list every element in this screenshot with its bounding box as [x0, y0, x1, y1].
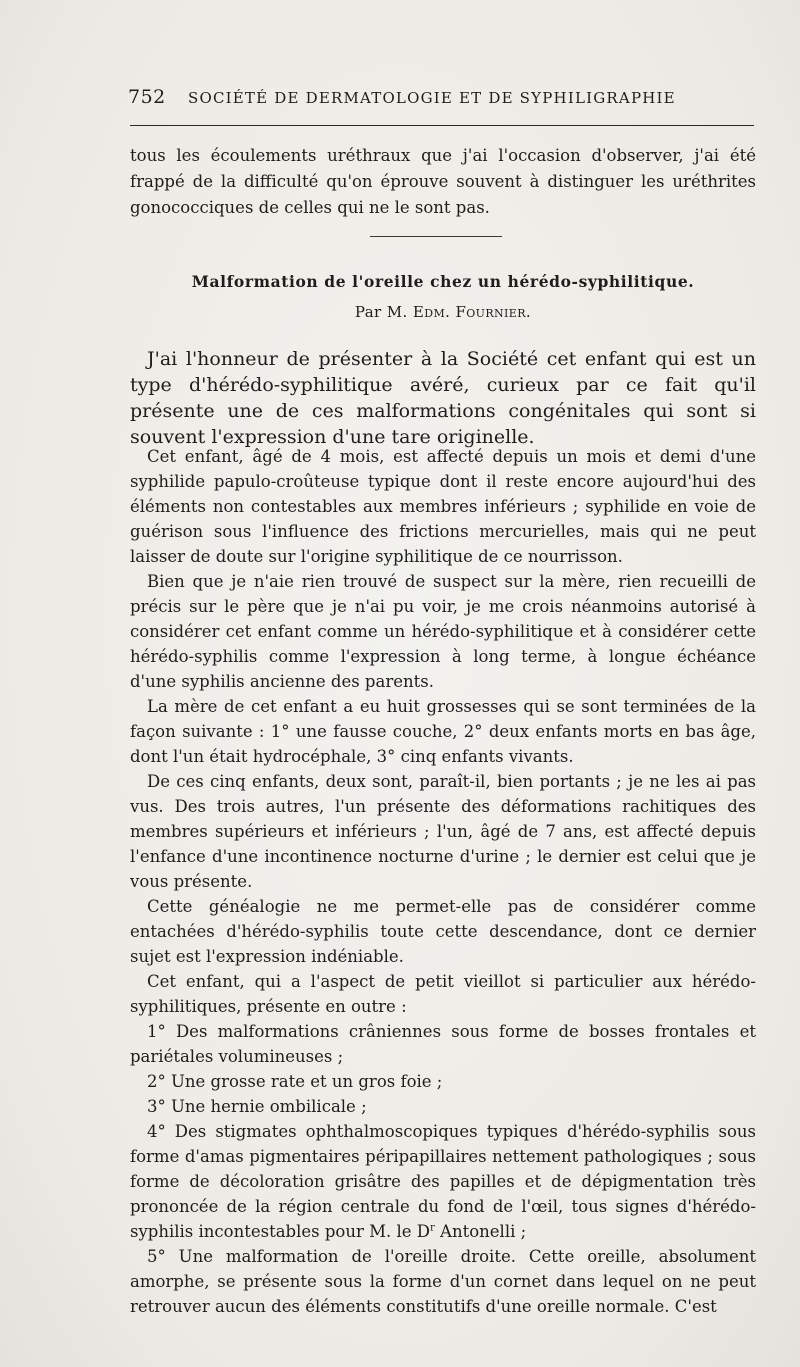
- list-item: 1° Des malformations crâniennes sous forme de bosses frontales et pariétales volumineuses ;: [130, 1022, 756, 1066]
- byline-prefix: Par M.: [354, 303, 408, 321]
- list-item: 5° Une malformation de l'oreille droite. Cette oreille, absolument amorphe, se présente sous la forme d'un cornet dans lequel on ne peut retrouver aucun des éléments constitutifs d'une oreille normale. C'est: [130, 1247, 756, 1316]
- page-number: 752: [128, 86, 166, 108]
- running-head: SOCIÉTÉ DE DERMATOLOGIE ET DE SYPHILIGRAPHIE: [188, 89, 676, 107]
- lead-paragraph: J'ai l'honneur de présenter à la Société cet enfant qui est un type d'hérédo-syphilitique avéré, curieux par ce fait qu'il présente une de ces malformations congénitales qui sont si souvent l'expression d'une tare originelle.: [130, 348, 756, 448]
- lead-paragraph-block: [130, 346, 756, 450]
- stigmates-text-end: Antonelli ;: [434, 1222, 527, 1241]
- paragraph: Bien que je n'aie rien trouvé de suspect sur la mère, rien recueilli de précis sur le père que je n'ai pu voir, je me crois néanmoins autorisé à considérer cet enfant comme un hérédo-syphilitique et à considérer cette hérédo-syphilis comme l'expression à long terme, à longue échéance d'une syphilis ancienne des parents.: [130, 572, 756, 691]
- article-body: [130, 444, 756, 1319]
- paragraph: Cette généalogie ne me permet-elle pas de considérer comme entachées d'hérédo-syphilis toute cette descendance, dont ce dernier sujet est l'expression indéniable.: [130, 897, 756, 966]
- paragraph: De ces cinq enfants, deux sont, paraît-il, bien portants ; je ne les ai pas vus. Des trois autres, l'un présente des déformations rachitiques des membres supérieurs et inférieurs ; l'un, âgé de 7 ans, est affecté depuis l'enfance d'une incontinence nocturne d'urine ; le dernier est celui que je vous présente.: [130, 772, 756, 891]
- superscript: r: [430, 1222, 435, 1234]
- article-title: Malformation de l'oreille chez un hérédo-syphilitique.: [191, 272, 695, 291]
- article-byline: [130, 303, 756, 321]
- byline-author: Edm. Fournier.: [412, 303, 532, 321]
- page-header: [128, 86, 754, 116]
- stigmates-text: 4° Des stigmates ophthalmoscopiques typiques d'hérédo-syphilis sous forme d'amas pigmentaires péripapillaires nettement pathologiques ; sous forme de décoloration grisâtre des papilles et de dépigmentation très prononcée de la région centrale du fond de l'œil, tous signes d'hérédo-syphilis incontestables pour M. le D: [130, 1122, 756, 1241]
- list-item: 3° Une hernie ombilicale ;: [147, 1097, 367, 1116]
- section-separator: [370, 236, 502, 237]
- header-rule: [130, 125, 754, 126]
- paragraph: Cet enfant, qui a l'aspect de petit vieillot si particulier aux hérédo-syphilitiques, présente en outre :: [130, 972, 756, 1016]
- paragraph: La mère de cet enfant a eu huit grossesses qui se sont terminées de la façon suivante : 1° une fausse couche, 2° deux enfants morts en bas âge, dont l'un était hydrocéphale, 3° cinq enfants vivants.: [130, 697, 756, 766]
- intro-paragraph: tous les écoulements uréthraux que j'ai l'occasion d'observer, j'ai été frappé de la difficulté qu'on éprouve souvent à distinguer les uréthrites gonococciques de celles qui ne le sont pas.: [130, 146, 756, 217]
- paragraph: Cet enfant, âgé de 4 mois, est affecté depuis un mois et demi d'une syphilide papulo-croûteuse typique dont il reste encore aujourd'hui des éléments non contestables aux membres inférieurs ; syphilide en voie de guérison sous l'influence des frictions mercurielles, mais qui ne peut laisser de doute sur l'origine syphilitique de ce nourrisson.: [130, 447, 756, 566]
- list-item: [130, 1119, 756, 1244]
- list-item: 2° Une grosse rate et un gros foie ;: [147, 1072, 443, 1091]
